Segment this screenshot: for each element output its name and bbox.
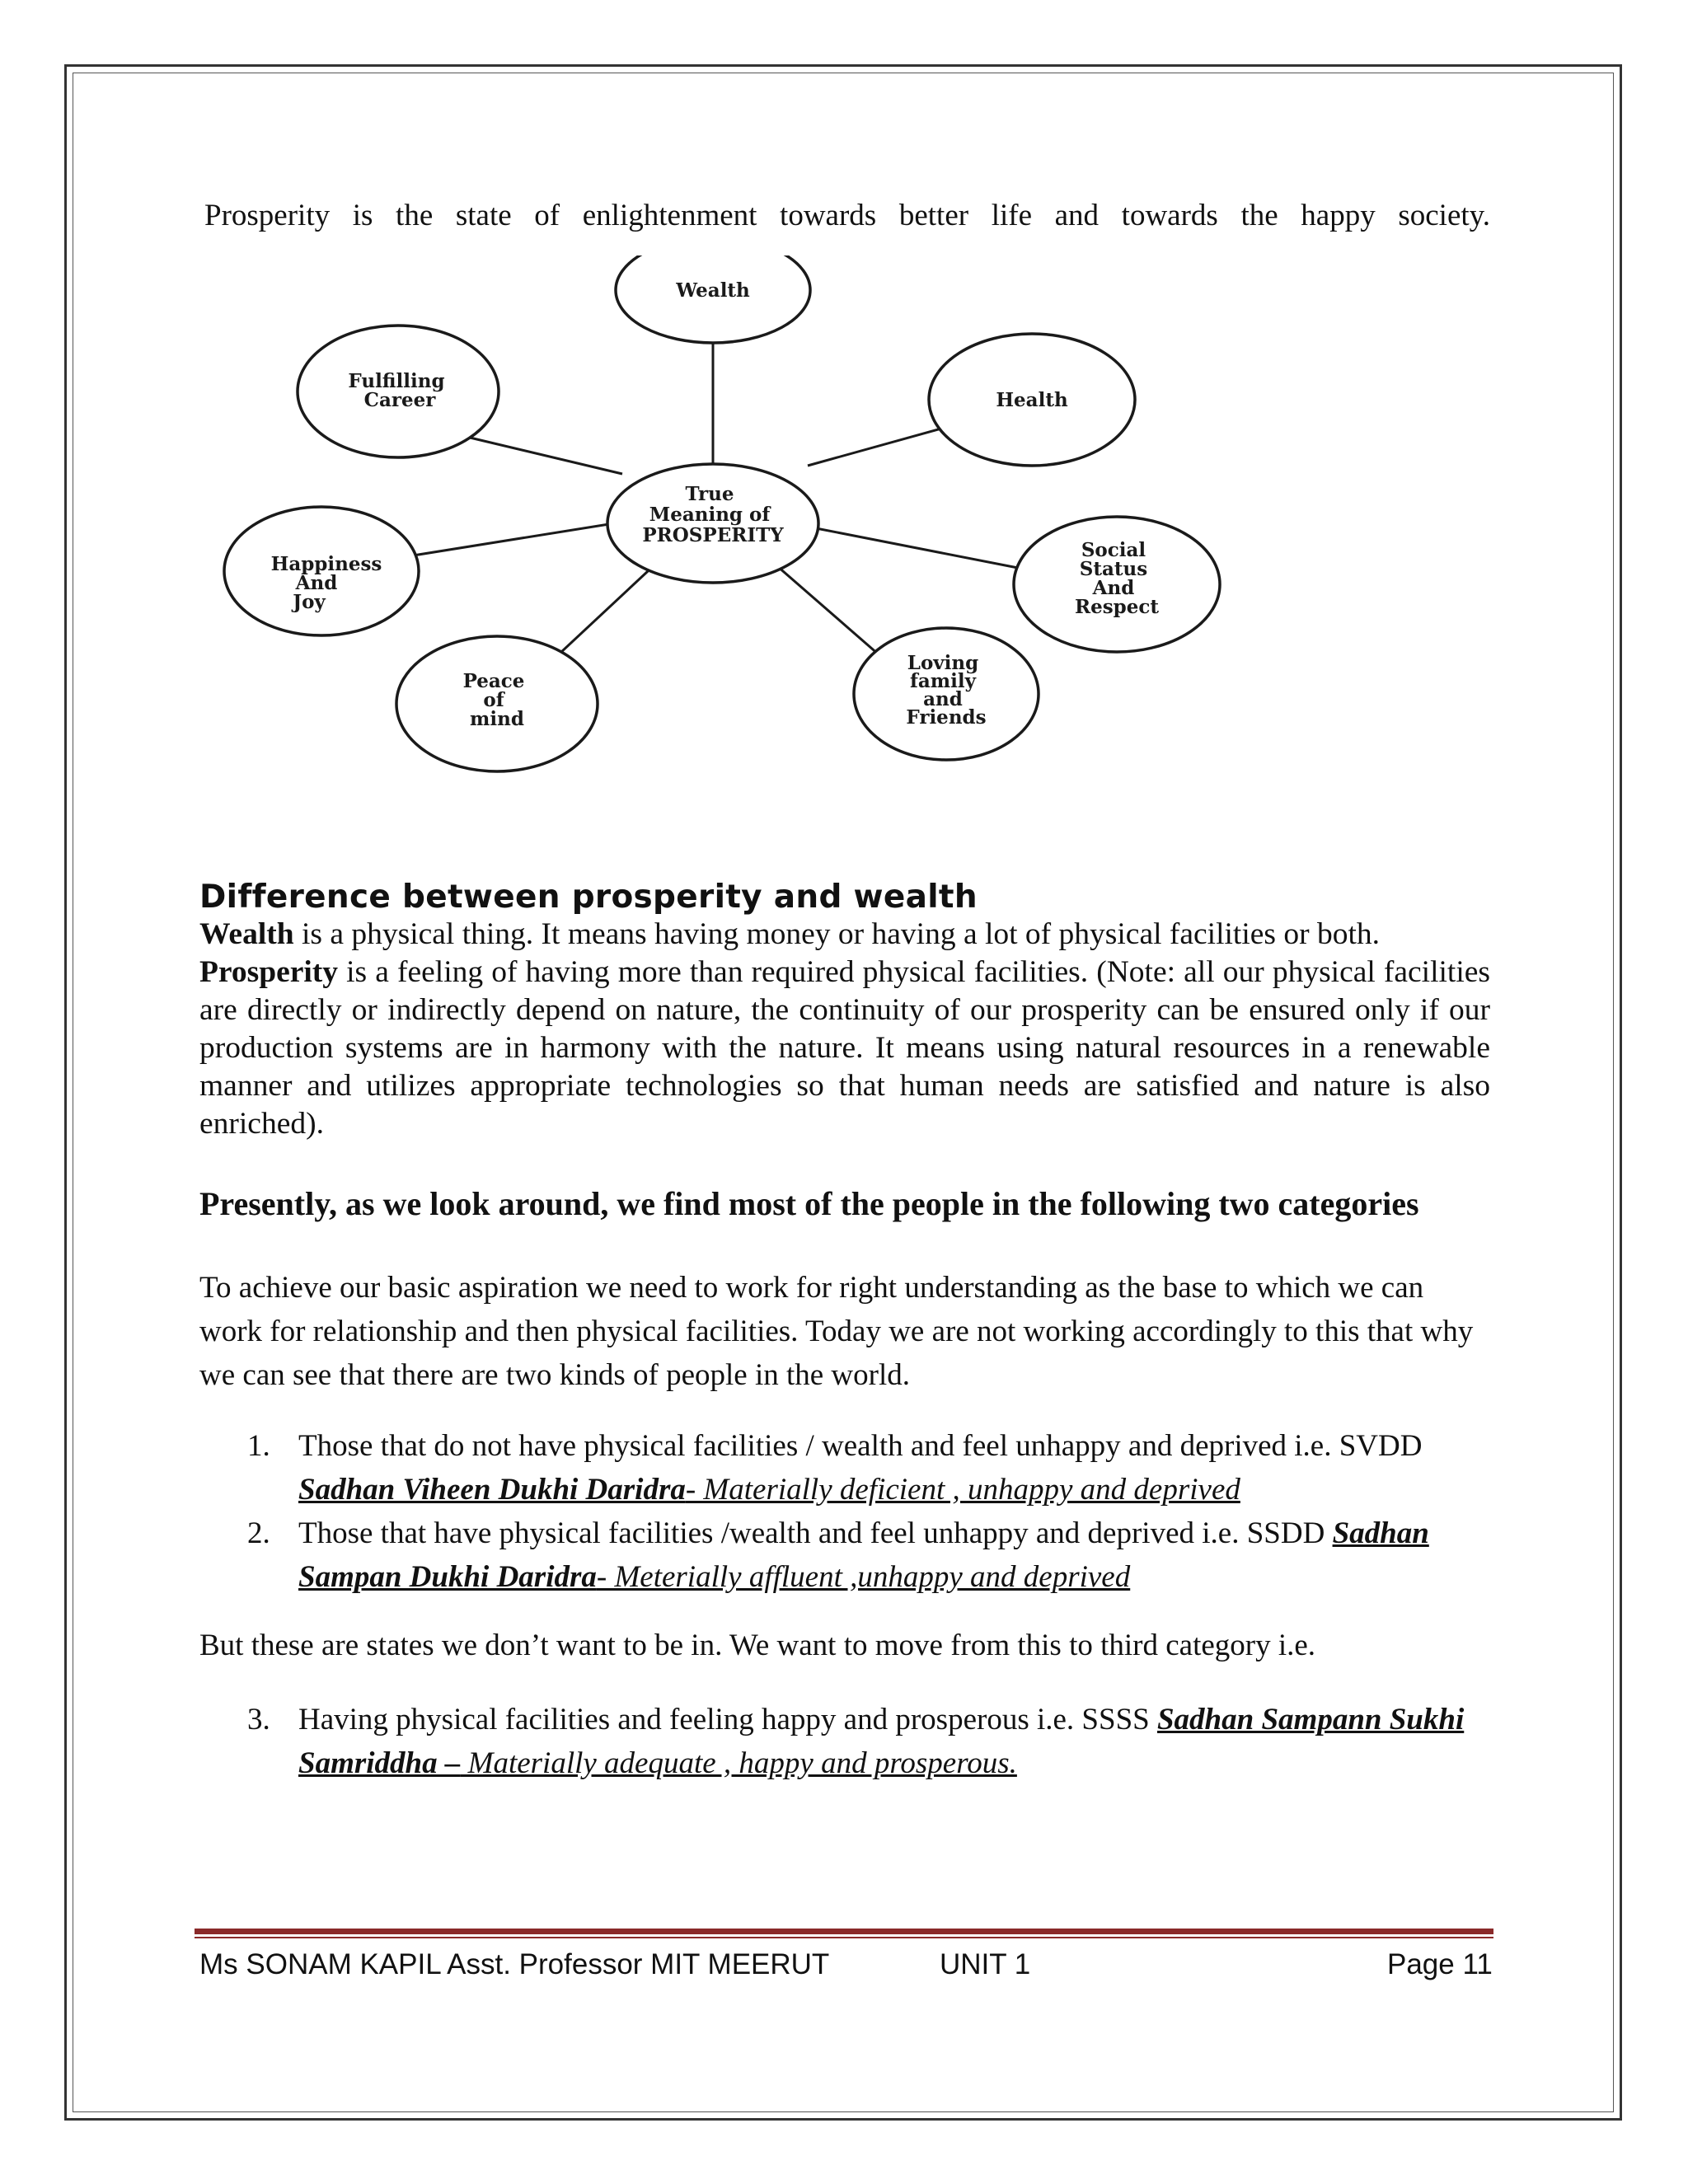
label-wealth: Wealth xyxy=(676,279,750,302)
category-meaning: - Materially deficient , unhappy and deprived xyxy=(685,1473,1240,1507)
list-number: 1. xyxy=(247,1429,270,1463)
list-number: 3. xyxy=(247,1703,270,1736)
category-term: Sadhan Sampan Dukhi Daridra xyxy=(298,1516,1429,1594)
category-meaning: - Meterially affluent ,unhappy and deprived xyxy=(596,1560,1131,1594)
footer-rule-thin xyxy=(195,1937,1493,1938)
footer-unit: UNIT 1 xyxy=(940,1948,1031,1980)
label-loving-family: Loving family and Friends xyxy=(906,652,987,729)
footer-rule-thick xyxy=(195,1929,1493,1934)
section-heading-difference: Difference between prosperity and wealth xyxy=(199,879,978,916)
label-social-status: Social Status And Respect xyxy=(1074,539,1160,618)
prosperity-definition: is a feeling of having more than required physical facilities. (Note: all our physical facilities are directly or indirectly depend on nature, the continuity of our prosperity can be ensured only if our production systems are in harmony with the nature. It means using natural resources in a renewable manner and utilizes appropriate technologies so that human needs are satisfied and nature is also enriched). xyxy=(199,955,1490,1141)
aspiration-paragraph: To achieve our basic aspiration we need to work for right understanding as the base to which we can work for relationship and then physical facilities. Today we are not working accordingly to this that why we can see that there are two kinds of people in the world. xyxy=(199,1271,1474,1392)
connector-career xyxy=(449,433,622,474)
prosperity-diagram xyxy=(198,255,1245,775)
connector-social xyxy=(812,527,1022,569)
list-number: 2. xyxy=(247,1516,270,1550)
footer-page-number: Page 11 xyxy=(1387,1948,1493,1980)
label-career: Fulfilling Career xyxy=(348,370,445,411)
prosperity-term: Prosperity xyxy=(199,955,339,989)
section-heading-categories: Presently, as we look around, we find most of the people in the following two categories xyxy=(199,1185,1419,1222)
wealth-definition: is a physical thing. It means having money or having a lot of physical facilities or both. xyxy=(293,917,1381,951)
category-term: Sadhan Sampann Sukhi Samriddha – xyxy=(298,1703,1465,1780)
center-label: True Meaning of PROSPERITY xyxy=(642,483,784,546)
connector-health xyxy=(808,424,956,466)
connector-happiness xyxy=(408,523,614,556)
wealth-term: Wealth xyxy=(199,917,294,951)
list-text: Having physical facilities and feeling happy and prosperous i.e. SSSS Sadhan Sampann Sukhi Samriddha – Materially adequate , happy and prosperous. xyxy=(298,1703,1465,1780)
transition-text: But these are states we don’t want to be in. We want to move from this to third category i.e. xyxy=(199,1629,1316,1662)
label-happiness: Happiness And Joy xyxy=(270,553,382,613)
definition-paragraph xyxy=(199,916,1490,1143)
intro-text: Prosperity is the state of enlightenment towards better life and towards the happy society. xyxy=(204,199,1490,232)
category-meaning: Materially adequate , happy and prosperous. xyxy=(460,1746,1017,1780)
list-text: Those that do not have physical facilities / wealth and feel unhappy and deprived i.e. SVDD Sadhan Viheen Dukhi Daridra- Materially deficient , unhappy and deprived xyxy=(298,1429,1423,1507)
label-health: Health xyxy=(996,389,1068,411)
footer-author: Ms SONAM KAPIL Asst. Professor MIT MEERUT xyxy=(199,1948,830,1980)
list-text: Those that have physical facilities /wealth and feel unhappy and deprived i.e. SSDD Sadhan Sampan Dukhi Daridra- Meterially affluent ,unhappy and deprived xyxy=(298,1516,1429,1594)
category-term: Sadhan Viheen Dukhi Daridra xyxy=(298,1473,686,1507)
label-peace: Peace of mind xyxy=(462,670,525,730)
